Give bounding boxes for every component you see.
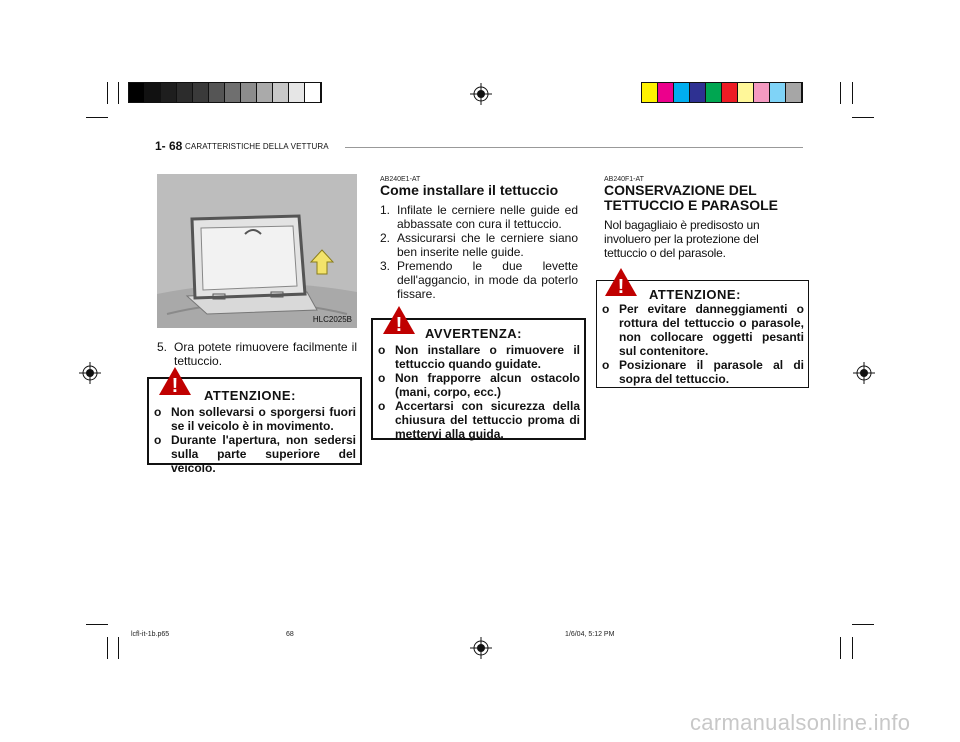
calibration-swatch [786, 83, 802, 102]
registration-mark-icon [470, 637, 492, 659]
calibration-swatch [273, 83, 289, 102]
calibration-swatch [674, 83, 690, 102]
section-heading-line-2: TETTUCCIO E PARASOLE [604, 197, 778, 213]
figure-code: HLC2025B [312, 315, 352, 324]
registration-mark-icon [853, 362, 875, 384]
svg-text:!: ! [395, 314, 403, 335]
crop-mark [852, 637, 853, 659]
crop-mark [852, 624, 874, 625]
crop-mark [840, 82, 841, 104]
section-code: AB240E1-AT [380, 176, 421, 183]
section-code: AB240F1-AT [604, 176, 644, 183]
section-heading: Come installare il tettuccio [380, 182, 559, 198]
list-item: 1. Infilate le cerniere nelle guide ed abbassate con cura il tettuccio. [380, 203, 578, 231]
calibration-swatch [209, 83, 225, 102]
calibration-swatch [241, 83, 257, 102]
header-rule [345, 147, 803, 148]
step-text: Ora potete rimuovere facilmente il tettuccio. [174, 340, 357, 368]
warning-triangle-icon [382, 305, 416, 335]
warning-box-middle [371, 318, 586, 440]
page-number: 1- 68 [155, 139, 183, 153]
registration-mark-icon [470, 83, 492, 105]
calibration-swatch [305, 83, 321, 102]
caution-list [154, 405, 356, 475]
warning-triangle-icon [604, 267, 638, 297]
list-item: o Non installare o rimuovere il tettuccio quando guidate. [378, 343, 580, 371]
crop-mark [107, 82, 108, 104]
crop-mark [852, 82, 853, 104]
crop-mark [852, 117, 874, 118]
calibration-swatch [690, 83, 706, 102]
install-steps [380, 203, 578, 301]
section-title: CARATTERISTICHE DELLA VETTURA [185, 142, 329, 151]
warning-list [378, 343, 580, 441]
storage-paragraph: Nol bagagliaio è predisosto un involuero per la protezione del tettuccio o del parasole. [604, 218, 760, 260]
calibration-swatch [706, 83, 722, 102]
caution-title: ATTENZIONE: [649, 287, 741, 302]
calibration-swatch [658, 83, 674, 102]
caution-title: ATTENZIONE: [204, 388, 296, 403]
crop-mark [118, 637, 119, 659]
list-item: o Durante l'apertura, non sedersi sulla parte superiore del veicolo. [154, 433, 356, 475]
svg-text:!: ! [171, 375, 179, 396]
list-item: o Non frapporre alcun ostacolo (mani, corpo, ecc.) [378, 371, 580, 399]
svg-text:!: ! [617, 276, 625, 297]
calibration-swatch [754, 83, 770, 102]
footer-date: 1/6/04, 5:12 PM [565, 631, 615, 638]
list-item: o Per evitare danneggiamenti o rottura del tettuccio o parasole, non collocare oggetti pesanti sul contenitore. [602, 302, 804, 358]
calibration-swatch [738, 83, 754, 102]
calibration-swatch [257, 83, 273, 102]
gray-calibration-bars [128, 82, 322, 103]
list-item: o Posizionare il parasole al di sopra del tettuccio. [602, 358, 804, 386]
calibration-swatch [129, 83, 145, 102]
list-item: 2. Assicurarsi che le cerniere siano ben inserite nelle guide. [380, 231, 578, 259]
calibration-swatch [770, 83, 786, 102]
section-heading-line-1: CONSERVAZIONE DEL [604, 182, 757, 198]
calibration-swatch [161, 83, 177, 102]
calibration-swatch [289, 83, 305, 102]
calibration-swatch [722, 83, 738, 102]
list-item: o Non sollevarsi o sporgersi fuori se il veicolo è in movimento. [154, 405, 356, 433]
watermark: carmanualsonline.info [690, 710, 911, 735]
color-calibration-bars [641, 82, 803, 103]
step-5 [157, 340, 357, 368]
sunroof-illustration-icon [157, 174, 357, 328]
calibration-swatch [145, 83, 161, 102]
step-number: 5. [157, 340, 168, 354]
registration-mark-icon [79, 362, 101, 384]
crop-mark [86, 624, 108, 625]
warning-title: AVVERTENZA: [425, 326, 522, 341]
crop-mark [118, 82, 119, 104]
caution-list [602, 302, 804, 386]
footer-file: lcfl-it-1b.p65 [131, 631, 170, 638]
list-item: 3. Premendo le due levette dell'aggancio, in mode da poterlo fissare. [380, 259, 578, 301]
crop-mark [107, 637, 108, 659]
sunroof-figure [157, 174, 357, 328]
warning-triangle-icon [158, 366, 192, 396]
calibration-swatch [642, 83, 658, 102]
calibration-swatch [193, 83, 209, 102]
footer-page: 68 [286, 631, 294, 638]
calibration-swatch [225, 83, 241, 102]
crop-mark [840, 637, 841, 659]
list-item: o Accertarsi con sicurezza della chiusura del tettuccio proma di mettervi alla guida. [378, 399, 580, 441]
calibration-swatch [177, 83, 193, 102]
crop-mark [86, 117, 108, 118]
